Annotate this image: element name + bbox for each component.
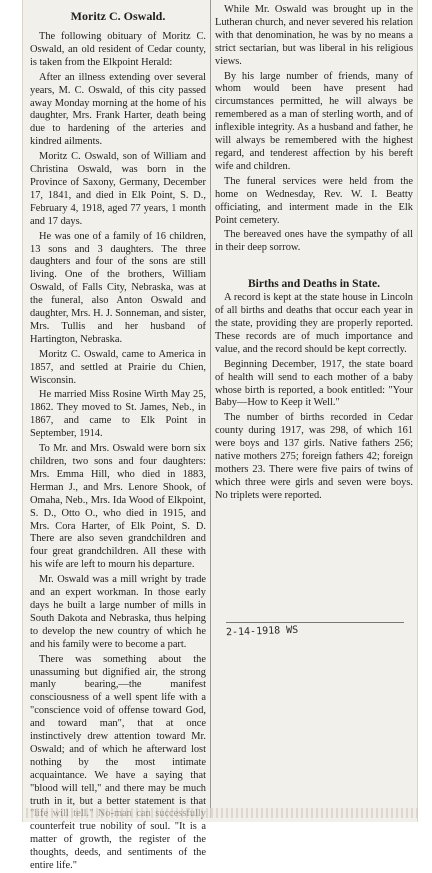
- right-column: [215, 0, 413, 822]
- births-deaths-headline: Births and Deaths in State.: [248, 278, 380, 291]
- handwritten-date-note: 2-14-1918 WS: [225, 624, 299, 639]
- obituary-paragraph: He married Miss Rosine Wirth May 25, 1862. They moved to St. James, Neb., in 1867, and came to Elk Point in September, 1914.: [30, 389, 206, 440]
- obituary-paragraph: The funeral services were held from the home on Wednesday, Rev. W. I. Beatty officiating, and interment made in the Elk Point cemetery.: [215, 175, 413, 226]
- obituary-paragraph: He was one of a family of 16 children, 13 sons and 3 daughters. The three daughters and four of the sons are still living. One of the brothers, William Oswald, of Falls City, Nebraska, was at the funeral, also Anton Oswald and daughter, Mrs. H. J. Sonneman, and sister, Mrs. Tullis and her husband of Hartington, Nebraska.: [30, 230, 206, 345]
- obituary-paragraph: Mr. Oswald was a mill wright by trade and an expert workman. In those early days he built a large number of mills in South Dakota and Nebraska, thus helping to develop the new country of which he and his family were to become a part.: [30, 574, 206, 650]
- obituary-paragraph: After an illness extending over several years, M. C. Oswald, of this city passed away Monday morning at the home of his daughter, Mrs. Frank Harter, death being due to hardening of the arteries and kindred ailments.: [30, 71, 206, 148]
- births-paragraph: A record is kept at the state house in Lincoln of all births and deaths that occur each year in the state, providing they are properly reported. These records are of much importance and value, and the record should be kept correctly.: [215, 292, 413, 355]
- column-divider: [210, 0, 211, 818]
- separator-rule: [226, 622, 404, 623]
- obituary-paragraph: While Mr. Oswald was brought up in the Lutheran church, and never severed his relation with that denomination, he was by no means a strict sectarian, but was liberal in his religious views.: [215, 4, 413, 67]
- obituary-paragraph-continued: There was something about the unassuming but dignified air, the strong manly bearing,—the manifest consciousness of a well spent life with a "conscience void of offense toward God, and toward man", that at once instinctively drew attention toward Mr. Oswald; and of which he afterward lost nothing by the most intimate acquaintance. We have a saying that "blood will tell," and there may be much truth in it, but a better statement is that counterfeit true nobility of soul. "It is a matter of growth, the register of the thoughts, deeds, and sentiments of the entire life.": [30, 653, 206, 872]
- obituary-headline: Moritz C. Oswald.: [70, 9, 166, 23]
- obituary-paragraph: Moritz C. Oswald, came to America in 1857, and settled at Prairie du Chien, Wisconsin.: [30, 348, 206, 386]
- obituary-paragraph: By his large number of friends, many of whom would been have present had circumstances permitted, he will always be remembered as a man of sterling worth, and of inflexible integrity. As a husband and father, he will always be remembered with the highest regard, and tenderest affection by his bereft wife and children.: [215, 70, 413, 172]
- obituary-paragraph: The following obituary of Moritz C. Oswald, an old resident of Cedar county, is taken from the Elkpoint Herald:: [30, 31, 206, 68]
- torn-edge: [26, 808, 418, 818]
- obituary-paragraph: Moritz C. Oswald, son of William and Christina Oswald, was born in the Province of Saxony, Germany, December 17, 1841, and died in Elk Point, S. D., February 4, 1918, aged 77 years, 1 month and 17 days.: [30, 151, 206, 227]
- obituary-paragraph: The bereaved ones have the sympathy of all in their deep sorrow.: [215, 229, 413, 254]
- obituary-paragraph: To Mr. and Mrs. Oswald were born six children, two sons and four daughters: Mrs. Emma Hill, who died in 1883, Herman J., and Mrs. Lenore Shook, of Omaha, Neb., Mrs. Ida Wood of Elkpoint, S. D., Otto O., who died in 1915, and Mrs. Cora Harter, of Elk Point, S. D. There are also seven grandchildren and four great grandchildren. All these with his wife are left to mourn his departure.: [30, 443, 206, 571]
- births-paragraph: The number of births recorded in Cedar county during 1917, was 298, of which 161 were boys and 137 girls. Native fathers 256; native mothers 275; foreign fathers 42; foreign mothers 23. There were five pairs of twins of which three were girls and seven were boys. No triplets were reported.: [215, 412, 413, 501]
- left-column: [30, 0, 206, 872]
- births-paragraph: Beginning December, 1917, the state board of health will send to each mother of a baby whose birth is reported, a book entitled: "Your Baby—How to Keep it Well.": [215, 358, 413, 409]
